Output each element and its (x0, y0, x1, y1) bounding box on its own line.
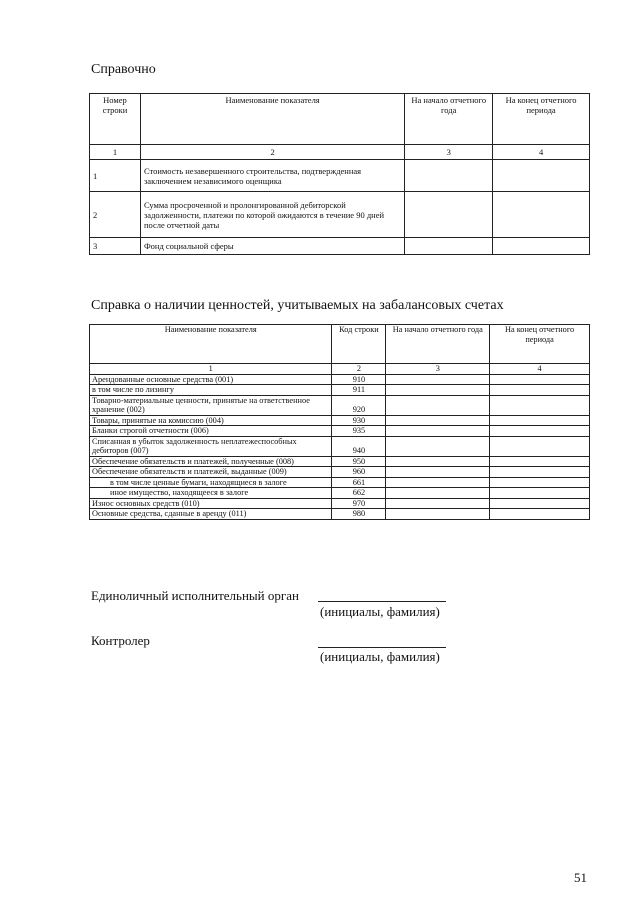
row-number: 3 (90, 238, 141, 255)
row-start-value (405, 238, 493, 255)
header-cell: На конец отчетного периода (490, 325, 590, 364)
signature-role-controller: Контролер (91, 633, 150, 648)
row-end-value (493, 238, 590, 255)
row-code: 940 (332, 436, 386, 456)
reference-table (89, 93, 590, 255)
header-cell: На конец отчетного периода (493, 94, 590, 145)
row-start-value (386, 374, 490, 385)
section1-title: Справочно (91, 62, 156, 77)
column-number: 2 (140, 145, 404, 160)
row-end-value (490, 498, 590, 509)
row-code: 980 (332, 509, 386, 520)
table-header-row (90, 325, 590, 364)
row-start-value (386, 385, 490, 396)
row-code: 920 (332, 395, 386, 415)
table-row (90, 426, 590, 437)
row-start-value (386, 415, 490, 426)
row-name: Обеспечение обязательств и платежей, полученные (008) (90, 456, 332, 467)
row-name: Бланки строгой отчетности (006) (90, 426, 332, 437)
row-end-value (490, 456, 590, 467)
row-code: 930 (332, 415, 386, 426)
header-cell: Наименование показателя (90, 325, 332, 364)
signature-role-executive: Единоличный исполнительный орган (91, 588, 299, 603)
table-row (90, 415, 590, 426)
row-end-value (490, 467, 590, 478)
column-number: 4 (490, 364, 590, 375)
header-cell: Номер строки (90, 94, 141, 145)
row-name: Товарно-материальные ценности, принятые на ответственное хранение (002) (90, 395, 332, 415)
row-start-value (386, 436, 490, 456)
table-row (90, 498, 590, 509)
section2-title: Справка о наличии ценностей, учитываемых на забалансовых счетах (91, 298, 504, 313)
table-row (90, 456, 590, 467)
row-name: Стоимость незавершенного строительства, подтвержденная заключением независимого оценщика (140, 160, 404, 192)
table-row (90, 192, 590, 238)
row-start-value (386, 488, 490, 499)
row-end-value (490, 415, 590, 426)
row-name: Товары, принятые на комиссию (004) (90, 415, 332, 426)
row-number: 1 (90, 160, 141, 192)
table-row (90, 238, 590, 255)
row-end-value (493, 192, 590, 238)
row-end-value (490, 426, 590, 437)
row-start-value (386, 498, 490, 509)
row-name: Износ основных средств (010) (90, 498, 332, 509)
row-code: 970 (332, 498, 386, 509)
row-code: 960 (332, 467, 386, 478)
column-number: 1 (90, 145, 141, 160)
row-name: Списанная в убыток задолженность неплатежеспособных дебиторов (007) (90, 436, 332, 456)
column-number-row (90, 364, 590, 375)
header-cell: На начало отчетного года (405, 94, 493, 145)
table-row (90, 509, 590, 520)
table-row (90, 385, 590, 396)
row-name: Фонд социальной сферы (140, 238, 404, 255)
table-row (90, 477, 590, 488)
column-number: 4 (493, 145, 590, 160)
row-start-value (405, 160, 493, 192)
row-start-value (386, 509, 490, 520)
table-row (90, 374, 590, 385)
table-header-row (90, 94, 590, 145)
row-number: 2 (90, 192, 141, 238)
table-row (90, 395, 590, 415)
row-end-value (490, 374, 590, 385)
row-start-value (386, 395, 490, 415)
row-end-value (490, 488, 590, 499)
column-number: 2 (332, 364, 386, 375)
row-end-value (490, 385, 590, 396)
row-name: иное имущество, находящееся в залоге (90, 488, 332, 499)
row-name: Основные средства, сданные в аренду (011) (90, 509, 332, 520)
signature-line (318, 601, 446, 602)
row-end-value (493, 160, 590, 192)
column-number-row (90, 145, 590, 160)
row-code: 661 (332, 477, 386, 488)
signature-hint: (инициалы, фамилия) (320, 604, 440, 619)
table-row (90, 488, 590, 499)
row-end-value (490, 395, 590, 415)
row-name: Сумма просроченной и пролонгированной дебиторской задолженности, платежи по которой ожидаются в течение 90 дней после отчетной даты (140, 192, 404, 238)
signature-line (318, 647, 446, 648)
page-number: 51 (574, 870, 587, 885)
row-name: в том числе ценные бумаги, находящиеся в залоге (90, 477, 332, 488)
row-code: 935 (332, 426, 386, 437)
row-code: 950 (332, 456, 386, 467)
row-start-value (405, 192, 493, 238)
row-end-value (490, 436, 590, 456)
row-code: 910 (332, 374, 386, 385)
header-cell: На начало отчетного года (386, 325, 490, 364)
row-name: в том числе по лизингу (90, 385, 332, 396)
row-name: Обеспечение обязательств и платежей, выданные (009) (90, 467, 332, 478)
table-row (90, 467, 590, 478)
off-balance-table (89, 324, 590, 520)
row-end-value (490, 477, 590, 488)
row-start-value (386, 477, 490, 488)
row-name: Арендованные основные средства (001) (90, 374, 332, 385)
row-start-value (386, 467, 490, 478)
row-start-value (386, 456, 490, 467)
table-row (90, 436, 590, 456)
row-end-value (490, 509, 590, 520)
column-number: 3 (386, 364, 490, 375)
column-number: 3 (405, 145, 493, 160)
column-number: 1 (90, 364, 332, 375)
row-code: 911 (332, 385, 386, 396)
header-cell: Код строки (332, 325, 386, 364)
row-start-value (386, 426, 490, 437)
table-row (90, 160, 590, 192)
signature-hint: (инициалы, фамилия) (320, 649, 440, 664)
header-cell: Наименование показателя (140, 94, 404, 145)
row-code: 662 (332, 488, 386, 499)
